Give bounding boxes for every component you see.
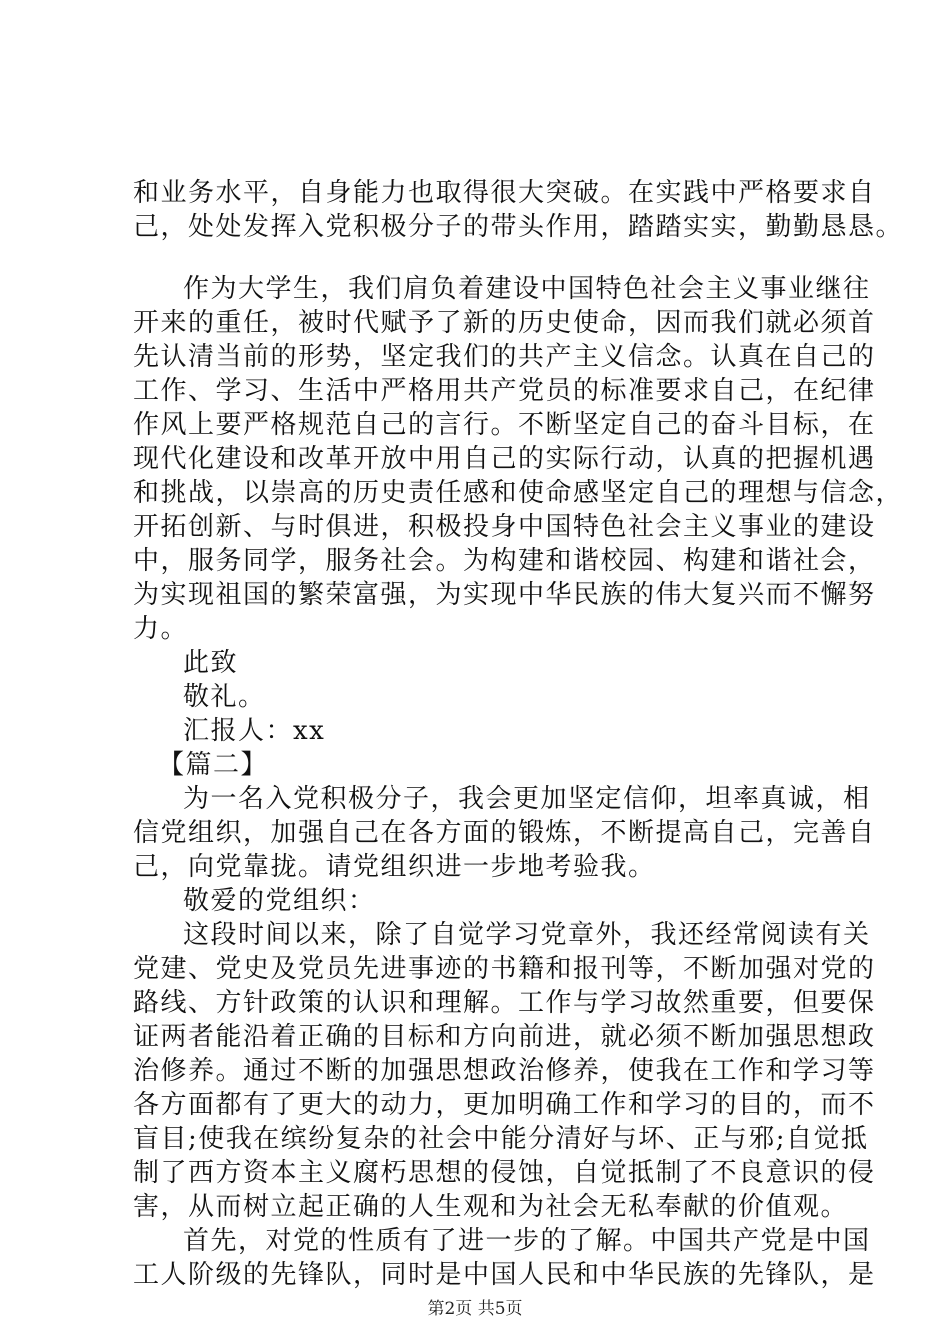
paragraph-line: 盲目;使我在缤纷复杂的社会中能分清好与坏、正与邪;自觉抵 (133, 1124, 869, 1154)
paragraph-line: 工人阶级的先锋队，同时是中国人民和中华民族的先锋队，是 (133, 1260, 876, 1290)
paragraph-line: 己，向党靠拢。请党组织进一步地考验我。 (133, 852, 656, 882)
paragraph-line: 开拓创新、与时俱进，积极投身中国特色社会主义事业的建设 (133, 512, 876, 542)
paragraph-line: 制了西方资本主义腐朽思想的侵蚀，自觉抵制了不良意识的侵 (133, 1158, 876, 1188)
section-heading: 【篇二】 (158, 750, 269, 780)
paragraph-line: 为一名入党积极分子，我会更加坚定信仰，坦率真诚，相 (183, 784, 871, 814)
paragraph-line: 开来的重任，被时代赋予了新的历史使命，因而我们就必须首 (133, 308, 876, 338)
paragraph-line: 证两者能沿着正确的目标和方向前进，就必须不断加强思想政 (133, 1022, 876, 1052)
paragraph-line: 工作、学习、生活中严格用共产党员的标准要求自己，在纪律 (133, 376, 876, 406)
paragraph-line: 首先，对党的性质有了进一步的了解。中国共产党是中国 (183, 1226, 871, 1256)
paragraph-line: 和挑战，以崇高的历史责任感和使命感坚定自己的理想与信念， (133, 478, 904, 508)
paragraph-line: 各方面都有了更大的动力，更加明确工作和学习的目的，而不 (133, 1090, 876, 1120)
paragraph-line: 路线、方针政策的认识和理解。工作与学习故然重要，但要保 (133, 988, 876, 1018)
paragraph-line: 害，从而树立起正确的人生观和为社会无私奉献的价值观。 (133, 1192, 849, 1222)
paragraph-line: 作风上要严格规范自己的言行。不断坚定自己的奋斗目标，在 (133, 410, 876, 440)
paragraph-line: 作为大学生，我们肩负着建设中国特色社会主义事业继往 (183, 274, 871, 304)
paragraph-line: 和业务水平，自身能力也取得很大突破。在实践中严格要求自 (133, 178, 876, 208)
paragraph-line: 现代化建设和改革开放中用自己的实际行动，认真的把握机遇 (133, 444, 876, 474)
paragraph-line: 这段时间以来，除了自觉学习党章外，我还经常阅读有关 (183, 920, 871, 950)
paragraph-line: 己，处处发挥入党积极分子的带头作用，踏踏实实，勤勤恳恳。 (133, 212, 904, 242)
paragraph-line: 党建、党史及党员先进事迹的书籍和报刊等，不断加强对党的 (133, 954, 876, 984)
paragraph-line: 中，服务同学，服务社会。为构建和谐校园、构建和谐社会， (133, 546, 876, 576)
reporter-signature: 汇报人：xx (183, 716, 326, 746)
closing-salutation: 此致 (183, 648, 239, 678)
paragraph-line: 信党组织，加强自己在各方面的锻炼，不断提高自己，完善自 (133, 818, 876, 848)
paragraph-line: 力。 (133, 614, 189, 644)
paragraph-line: 为实现祖国的繁荣富强，为实现中华民族的伟大复兴而不懈努 (133, 580, 876, 610)
paragraph-line: 治修养。通过不断的加强思想政治修养，使我在工作和学习等 (133, 1056, 876, 1086)
greeting: 敬爱的党组织： (183, 886, 376, 916)
paragraph-line: 先认清当前的形势，坚定我们的共产主义信念。认真在自己的 (133, 342, 876, 372)
page-number-footer: 第2页 共5页 (427, 1299, 523, 1319)
closing-regards: 敬礼。 (183, 682, 266, 712)
